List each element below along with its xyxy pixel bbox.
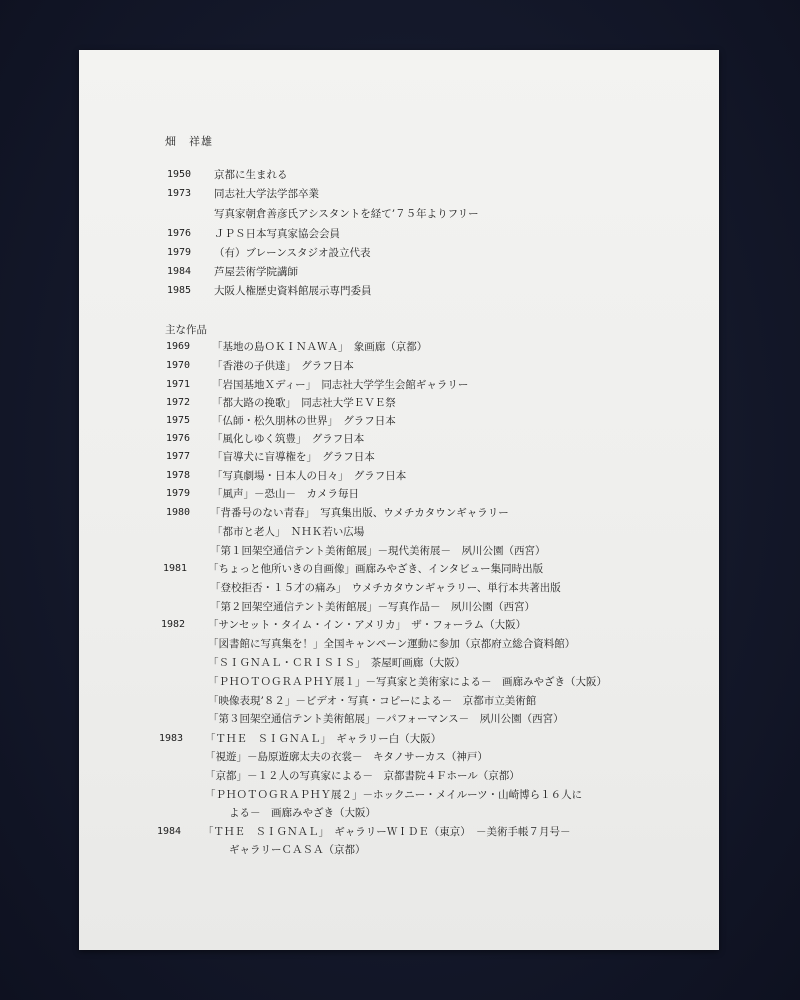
work-year: 1977	[166, 451, 191, 462]
bio-text: （有）ブレーンスタジオ設立代表	[214, 247, 371, 259]
work-text: 「サンセット・タイム・イン・アメリカ」 ザ・フォーラム（大阪）	[208, 619, 527, 631]
work-text: 「京都」－１２人の写真家による－ 京都書院４Ｆホール（京都）	[205, 770, 520, 782]
bio-year: 1984	[167, 266, 192, 277]
bio-year: 1976	[167, 228, 192, 239]
work-text: 「岩国基地Ｘディー」 同志社大学学生会館ギャラリー	[212, 379, 469, 391]
work-year: 1972	[166, 397, 191, 408]
document-page	[79, 50, 719, 950]
bio-text: 写真家朝倉善彦氏アシスタントを経て’７５年よりフリー	[214, 208, 479, 220]
work-text: 「第１回架空通信テント美術館展」－現代美術展－ 夙川公園（西宮）	[210, 545, 546, 557]
work-year: 1982	[161, 619, 186, 630]
bio-text: 京都に生まれる	[214, 169, 288, 181]
work-text: ギャラリーＣＡＳＡ（京都）	[229, 844, 366, 856]
bio-year: 1950	[167, 169, 192, 180]
work-text: 「都市と老人」 ＮＨＫ若い広場	[212, 526, 365, 538]
bio-text: 大阪人権歴史資料館展示専門委員	[214, 285, 372, 297]
work-text: 「都大路の挽歌」 同志社大学ＥＶＥ祭	[212, 397, 396, 409]
work-text: 「ＰＨＯＴＯＧＲＡＰＨＹ展２」－ホックニー・メイルーツ・山崎博ら１６人に	[205, 789, 583, 801]
work-text: 「図書館に写真集を！」全国キャンペーン運動に参加（京都府立総合資料館）	[208, 638, 576, 650]
work-text: 「風化しゆく筑豊」 グラフ日本	[212, 433, 365, 445]
work-year: 1970	[166, 360, 191, 371]
bio-text: 芦屋芸術学院講師	[214, 266, 298, 278]
work-year: 1975	[166, 415, 191, 426]
bio-year: 1985	[167, 285, 192, 296]
work-text: 「ちょっと他所いきの自画像」画廊みやざき、インタビュー集同時出版	[208, 563, 544, 575]
work-text: 「ＰＨＯＴＯＧＲＡＰＨＹ展１」－写真家と美術家による－ 画廊みやざき（大阪）	[208, 676, 607, 688]
work-text: よる－ 画廊みやざき（大阪）	[229, 807, 376, 819]
work-text: 「背番号のない青春」 写真集出版、ウメチカタウンギャラリー	[210, 507, 509, 519]
work-text: 「仏師・松久朋林の世界」 グラフ日本	[212, 415, 396, 427]
work-year: 1979	[166, 488, 191, 499]
work-year: 1980	[166, 507, 191, 518]
bio-year: 1979	[167, 247, 192, 258]
work-year: 1978	[166, 470, 191, 481]
bio-year: 1973	[167, 188, 192, 199]
work-text: 「基地の島ＯＫＩＮＡＷＡ」 象画廊（京都）	[212, 341, 428, 353]
work-text: 「ＴＨＥ ＳＩＧＮＡＬ」 ギャラリーＷＩＤＥ（東京） －美術手帳７月号－	[203, 826, 571, 838]
bio-text: ＪＰＳ日本写真家協会会員	[214, 228, 340, 240]
work-text: 「盲導犬に盲導権を」 グラフ日本	[212, 451, 375, 463]
work-text: 「第２回架空通信テント美術館展」－写真作品－ 夙川公園（西宮）	[210, 601, 535, 613]
work-year: 1969	[166, 341, 191, 352]
bio-text: 同志社大学法学部卒業	[214, 188, 319, 200]
work-text: 「視遊」－島原遊廓太夫の衣裳－ キタノサーカス（神戸）	[205, 751, 488, 763]
work-year: 1983	[159, 733, 184, 744]
author-name: 畑 祥雄	[165, 135, 213, 148]
work-text: 「映像表現’８２」－ビデオ・写真・コピーによる－ 京都市立美術館	[208, 695, 537, 707]
work-text: 「風声」－恐山－ カメラ毎日	[212, 488, 359, 500]
work-text: 「ＳＩＧＮＡＬ・ＣＲＩＳＩＳ」 茶屋町画廊（大阪）	[208, 657, 466, 669]
work-text: 「ＴＨＥ ＳＩＧＮＡＬ」 ギャラリー白（大阪）	[205, 733, 442, 745]
work-year: 1981	[163, 563, 188, 574]
work-year: 1976	[166, 433, 191, 444]
work-text: 「登校拒否・１５才の痛み」 ウメチカタウンギャラリー、単行本共著出版	[210, 582, 561, 594]
work-text: 「写真劇場・日本人の日々」 グラフ日本	[212, 470, 407, 482]
work-text: 「第３回架空通信テント美術館展」－パフォーマンス－ 夙川公園（西宮）	[208, 713, 564, 725]
works-heading: 主な作品	[165, 324, 207, 336]
work-text: 「香港の子供達」 グラフ日本	[212, 360, 354, 372]
work-year: 1971	[166, 379, 191, 390]
work-year: 1984	[157, 826, 182, 837]
